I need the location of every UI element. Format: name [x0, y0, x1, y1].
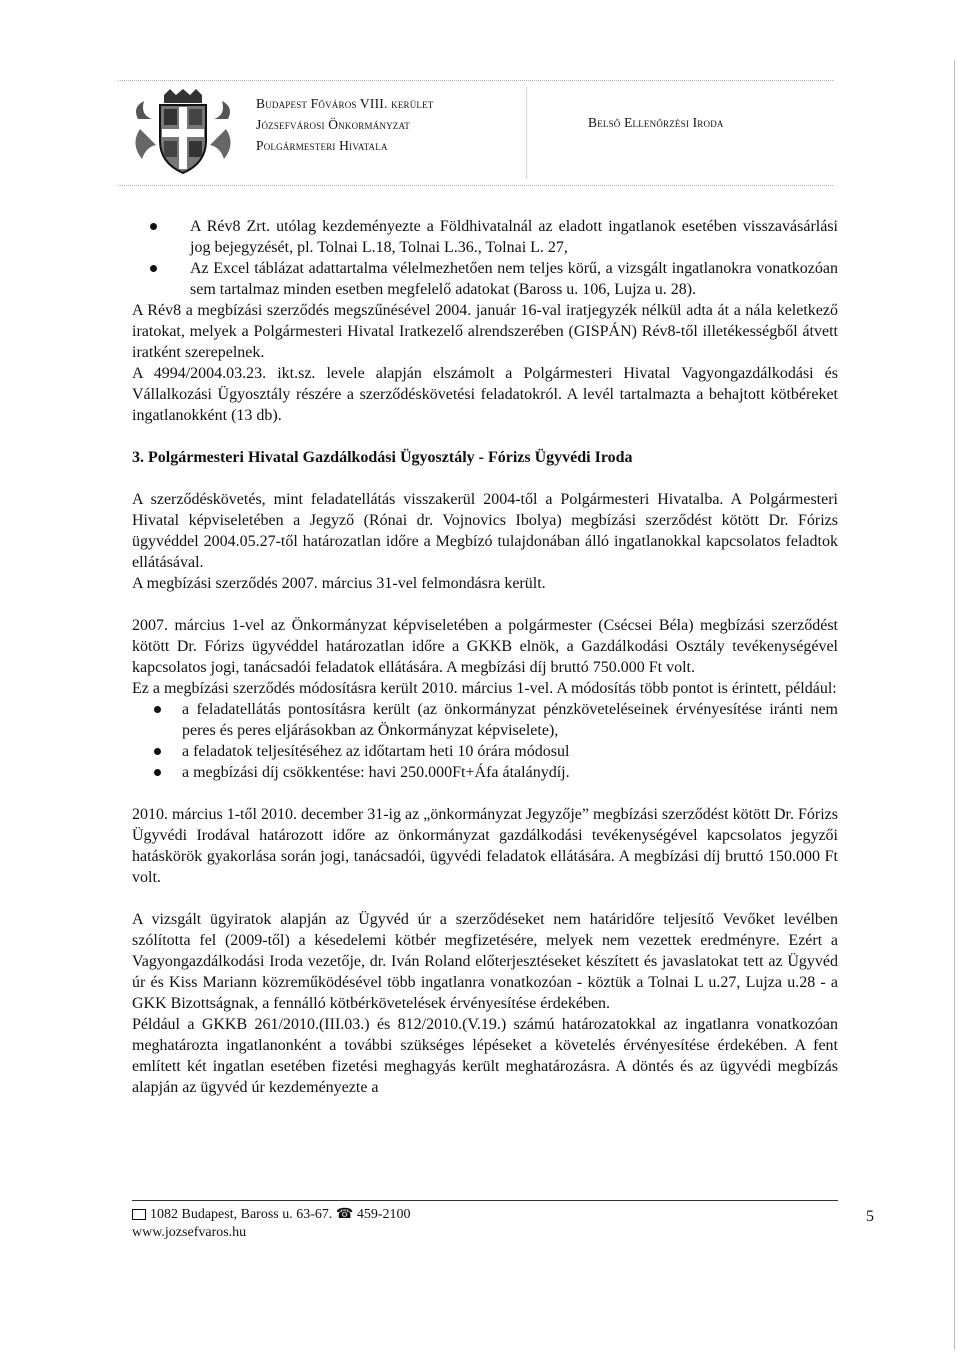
list-item: Az Excel táblázat adattartalma vélelmezhetően nem teljes körű, a vizsgált ingatlanokra vonatkozóan sem tartalmaz minden esetben megfelelő adatokat (Baross u. 106, Lujza u. 28).: [132, 258, 838, 300]
list-item: a feladatok teljesítéséhez az időtartam heti 10 órára módosul: [132, 741, 838, 762]
bullet-list-top: [132, 216, 838, 300]
department-name: Belső Ellenőrzési Iroda: [588, 115, 724, 130]
org-line-1: Budapest Főváros VIII. kerület: [256, 96, 434, 111]
footer-website[interactable]: www.jozsefvaros.hu: [132, 1225, 247, 1240]
coat-of-arms-icon: [130, 89, 236, 175]
list-item: a feladatellátás pontosításra került (az önkormányzat pénzköveteléseinek érvényesítése iránti nem peres és peres eljárásokban az Önkormányzat képviselete),: [132, 699, 838, 741]
paragraph: 2007. március 1-vel az Önkormányzat képviseletében a polgármester (Csécsei Béla) megbízási szerződést kötött Dr. Fórizs ügyvéddel határozatlan időre a GKKB elnök, a Gazdálkodási Osztály tevékenységével kapcsolatos jogi, tanácsadói feladatok ellátására. A megbízási díj bruttó 750.000 Ft volt.: [132, 617, 838, 676]
bullet-icon: [150, 223, 157, 230]
paragraph: Például a GKKB 261/2010.(III.03.) és 812/2010.(V.19.) számú határozatokkal az ingatlanra vonatkozóan meghatározta ingatlanonként a további szükséges lépéseket a követelés érvényesítése érdekében. A fent említett két ingatlan esetében fizetési meghagyás került meghatározásra. A döntés és az ügyvédi megbízás alapján az ügyvéd úr kezdeményezte a: [132, 1016, 838, 1096]
organization-name: [256, 93, 434, 156]
paragraph: A Rév8 a megbízási szerződés megszűnésével 2004. január 16-val iratjegyzék nélkül adta át a nála keletkező iratokat, melyek a Polgármesteri Hivatal Iratkezelő alrendszerében (GISPÁN) Rév8-től illetékességből átvett iratként szerepelnek.: [132, 302, 838, 361]
bullet-icon: [154, 706, 161, 713]
paragraph: A 4994/2004.03.23. ikt.sz. levele alapján elszámolt a Polgármesteri Hivatal Vagyongazdálkodási és Vállalkozási Ügyosztály részére a szerződéskövetési feladatokról. A levél tartalmazta a behajtott kötbéreket ingatlanokként (13 db).: [132, 365, 838, 424]
scan-edge: [954, 60, 955, 1350]
list-item: A Rév8 Zrt. utólag kezdeményezte a Földhivatalnál az eladott ingatlanok esetében visszavásárlási jog bejegyzését, pl. Tolnai L.18, Tolnai L.36., Tolnai L. 27,: [132, 216, 838, 258]
header-divider: [526, 87, 527, 179]
org-line-3: Polgármesteri Hivatala: [256, 138, 388, 153]
section-heading: 3. Polgármesteri Hivatal Gazdálkodási Ügyosztály - Fórizs Ügyvédi Iroda: [132, 449, 633, 466]
paragraph: A megbízási szerződés 2007. március 31-vel felmondásra került.: [132, 575, 546, 592]
bullet-icon: [154, 748, 161, 755]
bullet-icon: [150, 265, 157, 272]
paragraph: 2010. március 1-től 2010. december 31-ig az „önkormányzat Jegyzője” megbízási szerződést kötött Dr. Fórizs Ügyvédi Irodával határozott időre az önkormányzat gazdálkodási tevékenységével kapcsolatos jegyzői hatáskörök gyakorlása során jogi, tanácsadói, ügyvédi feladatok ellátására. A megbízási díj bruttó 150.000 Ft volt.: [132, 806, 838, 886]
paragraph: A vizsgált ügyiratok alapján az Ügyvéd úr a szerződéseket nem határidőre teljesítő Vevőket levélben szólította fel (2009-től) a késedelemi kötbér megfizetésére, melyek nem vezettek eredményre. Ezért a Vagyongazdálkodási Iroda vezetője, dr. Iván Roland előterjesztéseket készített és javaslatokat tett az Ügyvéd úr és Kiss Mariann közreműködésével több ingatlanra vonatkozóan - köztük a Tolnai L u.27, Lujza u.28 - a GKK Bizottságnak, a fennálló kötbérkövetelések érvényesítése érdekében.: [132, 911, 838, 1012]
bullet-icon: [154, 769, 161, 776]
bullet-list-inner: [132, 699, 838, 783]
document-body: [132, 216, 838, 1098]
footer: [132, 1206, 411, 1242]
page-number: 5: [866, 1208, 874, 1225]
list-item: a megbízási díj csökkentése: havi 250.000Ft+Áfa átalánydíj.: [132, 762, 838, 783]
phone-icon: ☎: [335, 1207, 354, 1222]
paragraph: Ez a megbízási szerződés módosításra került 2010. március 1-vel. A módosítás több pontot is érintett, például:: [132, 680, 837, 697]
footer-divider: [132, 1200, 838, 1201]
paragraph: A szerződéskövetés, mint feladatellátás visszakerül 2004-től a Polgármesteri Hivatalba. A Polgármesteri Hivatal képviseletében a Jegyző (Rónai dr. Vojnovics Ibolya) megbízási szerződést kötött Dr. Fórizs ügyvéddel 2004.05.27-től határozatlan időre a Megbízó tulajdonában álló ingatlanokkal kapcsolatos feladtok ellátásával.: [132, 491, 838, 571]
org-line-2: Józsefvárosi Önkormányzat: [256, 117, 410, 132]
letterhead: [118, 80, 833, 186]
envelope-icon: [132, 1209, 146, 1220]
footer-address: 1082 Budapest, Baross u. 63-67.: [150, 1207, 333, 1222]
footer-phone: 459-2100: [356, 1207, 411, 1222]
